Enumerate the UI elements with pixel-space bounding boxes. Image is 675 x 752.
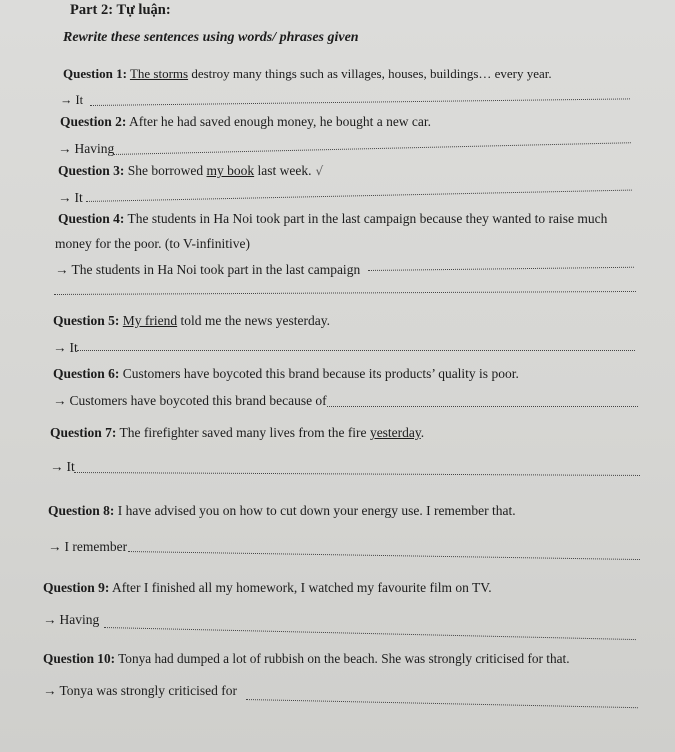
instruction: Rewrite these sentences using words/ phrases given — [63, 30, 359, 45]
answer-4-prefix: → The students in Ha Noi took part in the last campaign — [55, 262, 361, 277]
answer-4-line2[interactable] — [54, 291, 636, 295]
answer-10-prefix: → Tonya was strongly criticised for — [43, 683, 238, 698]
answer-6-line[interactable] — [327, 406, 638, 407]
answer-9-line[interactable] — [104, 627, 636, 640]
question-8: Question 8: I have advised you on how to cut down your energy use. I remember that. — [48, 503, 516, 518]
answer-7-line[interactable] — [74, 472, 640, 476]
answer-7-prefix: → It — [50, 459, 75, 474]
answer-2-prefix: → Having — [58, 141, 115, 156]
answer-3-line[interactable] — [86, 190, 632, 202]
answer-2-line[interactable] — [113, 142, 631, 155]
answer-5-prefix: → It — [53, 340, 78, 355]
question-4-line2: money for the poor. (to V-infinitive) — [55, 236, 250, 251]
question-4: Question 4: The students in Ha Noi took part in the last campaign because they wanted to raise much — [58, 211, 608, 226]
answer-9-prefix: → Having — [43, 612, 100, 627]
answer-1-prefix: → It — [60, 93, 84, 107]
part-title: Part 2: Tự luận: — [70, 2, 171, 18]
answer-6-prefix: → Customers have boycoted this brand because of — [53, 393, 327, 408]
answer-3-prefix: → It — [58, 190, 83, 205]
answer-10-line[interactable] — [246, 699, 638, 708]
question-1: Question 1: The storms destroy many things such as villages, houses, buildings… every year. — [63, 66, 552, 81]
question-3: Question 3: She borrowed my book last week. √ — [58, 163, 324, 178]
answer-4-line[interactable] — [368, 267, 634, 271]
question-9: Question 9: After I finished all my homework, I watched my favourite film on TV. — [43, 580, 492, 595]
question-5: Question 5: My friend told me the news yesterday. — [53, 313, 330, 328]
question-7: Question 7: The firefighter saved many lives from the fire yesterday. — [50, 425, 425, 440]
question-6: Question 6: Customers have boycoted this brand because its products’ quality is poor. — [53, 366, 519, 381]
answer-8-prefix: → I remember — [48, 539, 128, 554]
answer-8-line[interactable] — [128, 551, 640, 560]
answer-5-line[interactable] — [77, 350, 635, 351]
question-10: Question 10: Tonya had dumped a lot of rubbish on the beach. She was strongly criticised for that. — [43, 651, 570, 666]
answer-1-line[interactable] — [90, 98, 630, 106]
check-mark: √ — [315, 164, 324, 178]
question-2: Question 2: After he had saved enough money, he bought a new car. — [60, 114, 432, 129]
